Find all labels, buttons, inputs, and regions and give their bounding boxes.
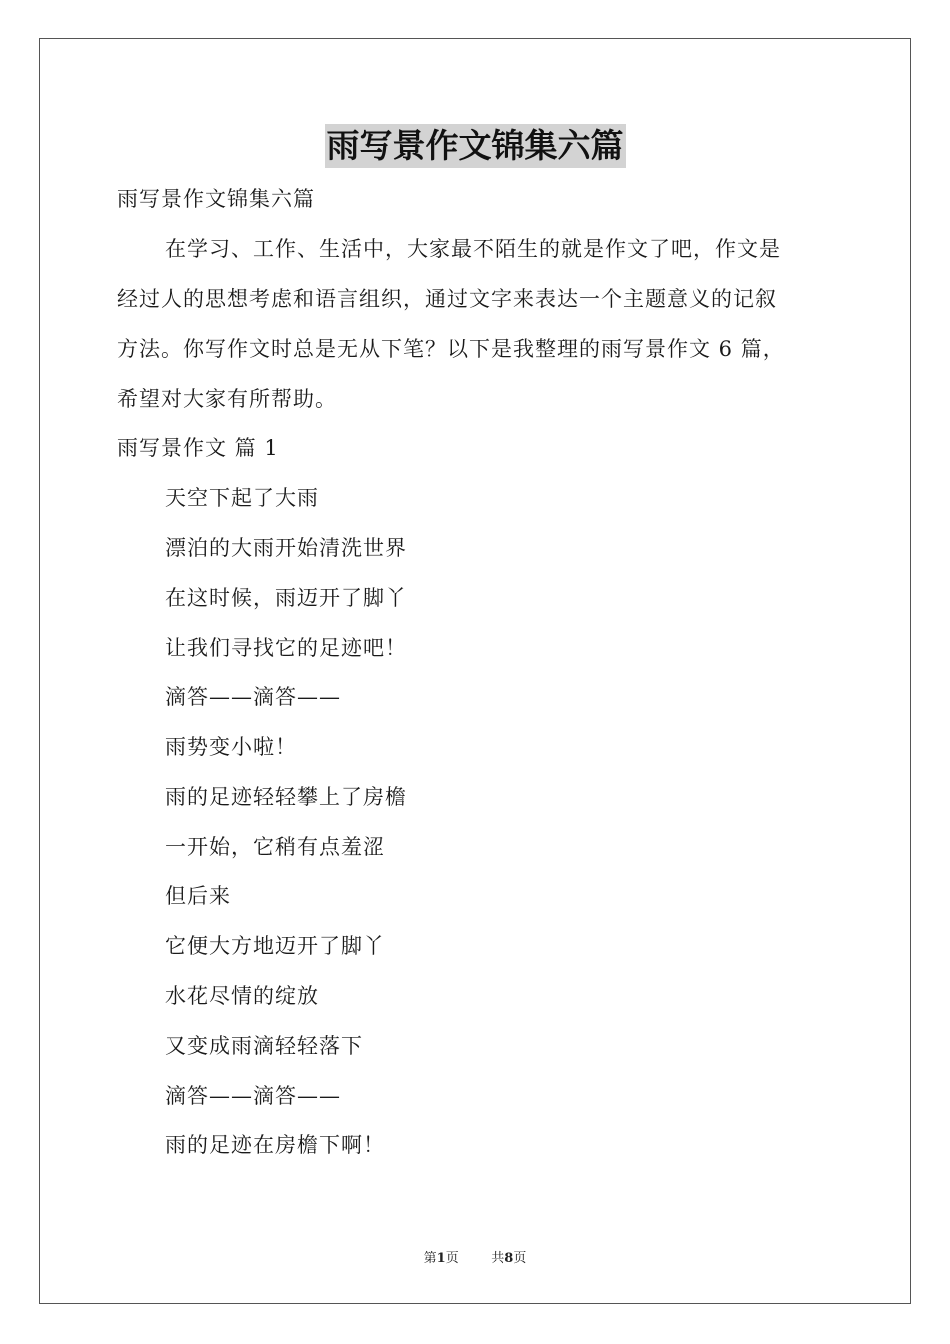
poem-line: 漂泊的大雨开始清洗世界	[165, 536, 407, 560]
poem-line: 在这时候，雨迈开了脚丫	[165, 586, 407, 610]
poem-line: 雨的足迹在房檐下啊！	[165, 1133, 385, 1157]
total-label-suffix: 页	[513, 1251, 527, 1266]
poem-line: 天空下起了大雨	[165, 486, 319, 510]
poem-line: 又变成雨滴轻轻落下	[165, 1034, 363, 1058]
title-container	[0, 124, 950, 168]
page-label-suffix: 页	[445, 1251, 459, 1266]
section-heading: 雨写景作文 篇 1	[117, 436, 279, 460]
intro-line: 方法。你写作文时总是无从下笔？以下是我整理的雨写景作文 6 篇，	[117, 337, 785, 361]
poem-line: 水花尽情的绽放	[165, 984, 319, 1008]
page-label-prefix: 第	[423, 1251, 437, 1266]
page-current: 1	[436, 1251, 446, 1266]
page-border	[39, 38, 911, 1304]
poem-line: 雨势变小啦！	[165, 735, 297, 759]
poem-line: 但后来	[165, 884, 231, 908]
subtitle-line: 雨写景作文锦集六篇	[117, 187, 315, 211]
total-label-prefix: 共	[491, 1251, 505, 1266]
intro-line: 经过人的思想考虑和语言组织，通过文字来表达一个主题意义的记叙	[117, 287, 777, 311]
poem-line: 雨的足迹轻轻攀上了房檐	[165, 785, 407, 809]
poem-line: 滴答——滴答——	[165, 685, 341, 709]
poem-line: 滴答——滴答——	[165, 1084, 341, 1108]
poem-line: 让我们寻找它的足迹吧！	[165, 636, 407, 660]
document-title: 雨写景作文锦集六篇	[325, 124, 626, 168]
poem-line: 它便大方地迈开了脚丫	[165, 934, 385, 958]
intro-line: 希望对大家有所帮助。	[117, 387, 337, 411]
page-footer	[0, 1247, 950, 1266]
intro-line: 在学习、工作、生活中，大家最不陌生的就是作文了吧，作文是	[165, 237, 781, 261]
poem-line: 一开始，它稍有点羞涩	[165, 835, 385, 859]
page-total: 8	[504, 1251, 514, 1266]
